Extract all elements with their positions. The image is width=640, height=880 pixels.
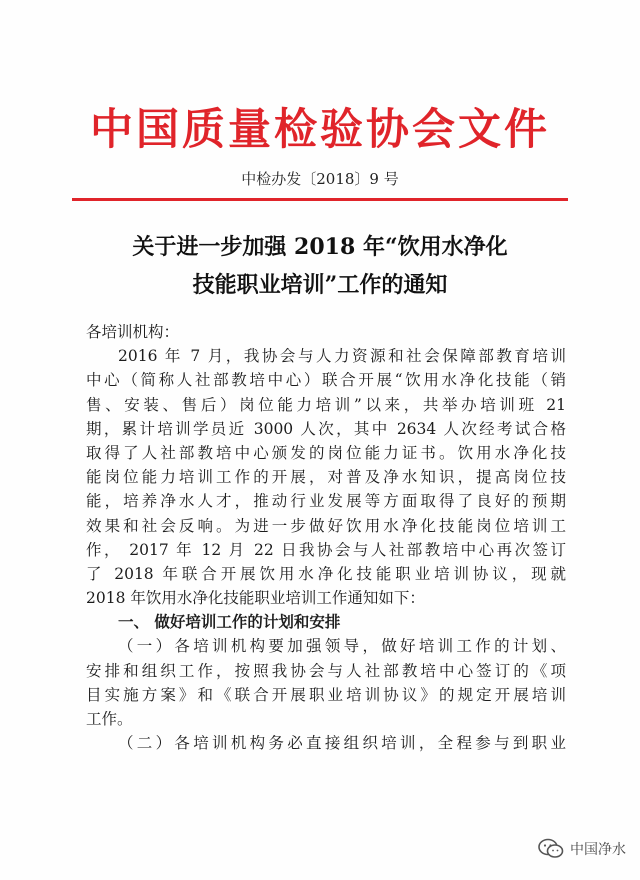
body-line: 作， 2017 年 12 月 22 日我协会与人社部教培中心再次签订 — [86, 540, 566, 559]
notice-title-line1: 关于进一步加强 2018 年“饮用水净化 — [132, 234, 508, 260]
section-item: （二）各培训机构务必直接组织培训，全程参与到职业 — [118, 734, 566, 753]
salutation: 各培训机构： — [86, 323, 180, 341]
watermark — [538, 838, 626, 860]
body-line: 了 2018 年联合开展饮用水净化技能职业培训协议，现就 — [86, 564, 566, 583]
section-heading: 一、 做好培训工作的计划和安排 — [118, 612, 341, 632]
body-line: 能岗位能力培训工作的开展，对普及净水知识，提高岗位技 — [86, 468, 566, 487]
body-line: 售、安装、售后）岗位能力培训”以来，共举办培训班 21 — [86, 395, 566, 414]
body-line: 中心（简称人社部教培中心）联合开展“饮用水净化技能（销 — [86, 371, 566, 390]
body-line: 2018 年饮用水净化技能职业培训工作通知如下： — [86, 589, 425, 608]
body-line: 2016 年 7 月，我协会与人力资源和社会保障部教育培训 — [118, 347, 566, 366]
section-line: 目实施方案》和《联合开展职业培训协议》的规定开展培训 — [86, 685, 566, 704]
document-number: 中检办发〔2018〕9 号 — [241, 170, 399, 188]
body-text — [86, 320, 566, 755]
notice-title-line2: 技能职业培训”工作的通知 — [192, 272, 448, 298]
section-line: （一）各培训机构要加强领导，做好培训工作的计划、 — [118, 637, 566, 656]
body-line: 期，累计培训学员近 3000 人次，其中 2634 人次经考试合格 — [86, 419, 566, 438]
wechat-icon — [538, 838, 564, 860]
red-divider — [72, 198, 568, 201]
section-line: 安排和组织工作，按照我协会与人社部教培中心签订的《项 — [86, 661, 566, 680]
section-line: 工作。 — [86, 710, 133, 728]
watermark-label: 中国净水 — [570, 842, 626, 858]
body-line: 能，培养净水人才，推动行业发展等方面取得了良好的预期 — [86, 492, 566, 511]
body-line: 取得了人社部教培中心颁发的岗位能力证书。饮用水净化技 — [86, 443, 566, 462]
body-line: 效果和社会反响。为进一步做好饮用水净化技能岗位培训工 — [86, 516, 566, 535]
org-header-title: 中国质量检验协会文件 — [90, 105, 550, 155]
